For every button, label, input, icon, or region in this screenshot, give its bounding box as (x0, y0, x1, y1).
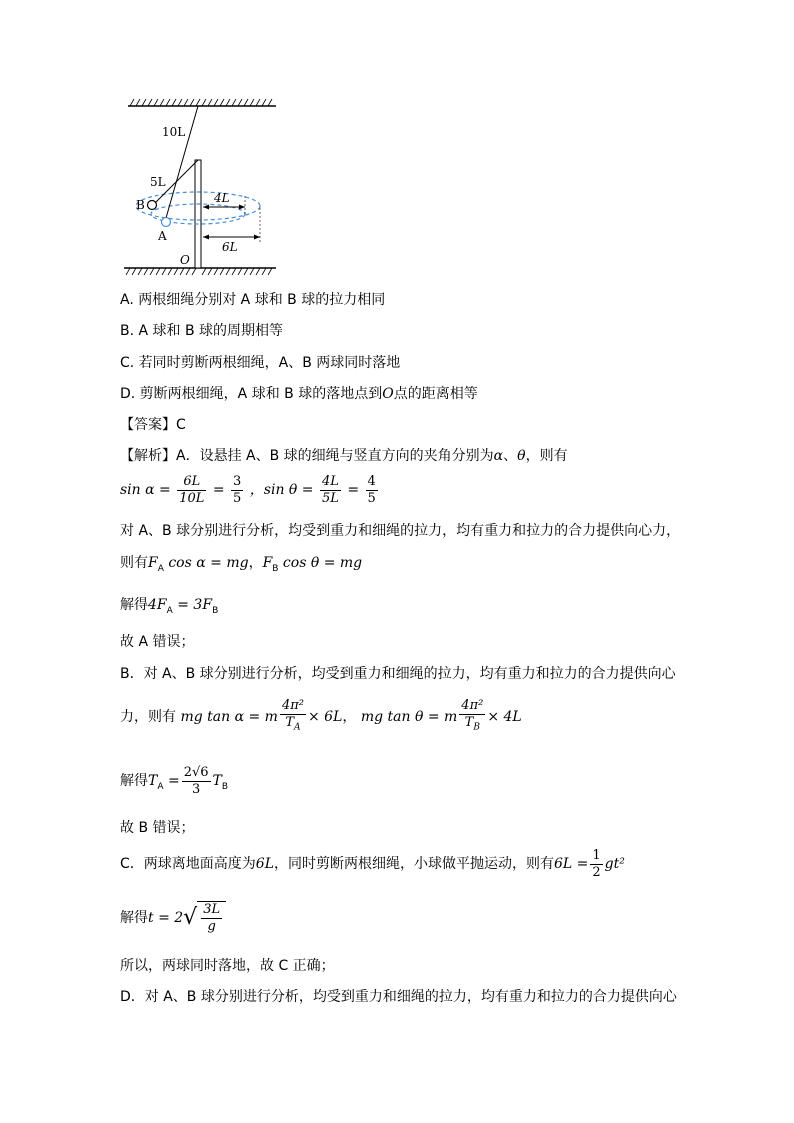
l8-frac-den: 3 (191, 781, 201, 797)
l8-T2: T (212, 773, 222, 789)
l3-mid: ， (248, 555, 263, 571)
label-10L: 10L (162, 125, 186, 139)
option-d-O: O (382, 386, 394, 402)
l8-sub-b: B (221, 781, 229, 792)
answer-line (120, 415, 186, 435)
eq1-sin-theta: ，sin θ = (249, 482, 314, 498)
l11-frac-den: g (207, 919, 216, 934)
l8-pre: 解得 (120, 773, 148, 789)
eq1-frac3-num: 4L (321, 473, 339, 489)
l3-F: F (148, 555, 158, 571)
l4-eq-mid: = 3F (172, 597, 213, 613)
l8-eq: = (163, 773, 180, 789)
l3-pre: 则有 (120, 555, 148, 571)
l8-frac-num: 2√6 (183, 764, 209, 780)
l11-eq: t = 2 (148, 910, 184, 926)
analysis-text-1-end: ，则有 (525, 448, 568, 464)
label-O: O (180, 253, 190, 267)
equation-5: 解得t = 2√ $\frac{3L}{g}$ (120, 896, 226, 940)
label-B: B (136, 198, 145, 212)
option-b: B. A 球和 B 球的周期相等 (120, 323, 284, 339)
label-4L: 4L (214, 191, 230, 205)
l7-frac2 (459, 698, 485, 736)
option-d-post: 点的距离相等 (393, 386, 478, 402)
separator: 、 (503, 448, 518, 464)
answer-value: C (176, 417, 186, 433)
l7-frac1-num: 4π² (281, 698, 304, 714)
l3-eq2: cos θ = mg (278, 555, 363, 571)
analysis-text-1: A．设悬挂 A、B 球的细绳与竖直方向的夹角分别为 (176, 448, 494, 464)
l8-T: T (148, 773, 158, 789)
l3-sub-b: B (272, 563, 279, 574)
analysis-line-2: 对 A、B 球分别进行分析，均受到重力和细绳的拉力，均有重力和拉力的合力提供向心力， (120, 523, 681, 539)
eq1-frac1-num: 6L (177, 474, 206, 491)
l10-eq2: gt² (604, 856, 625, 872)
analysis-line-1 (120, 446, 568, 466)
l7-eq1b: × 6L (307, 709, 343, 725)
l3-F2: F (262, 555, 273, 571)
equation-4 (120, 844, 625, 884)
l7-frac1-den: T (285, 715, 295, 731)
option-a: A. 两根细绳分别对 A 球和 B 球的拉力相同 (120, 292, 386, 308)
equation-2 (120, 694, 522, 740)
analysis-line-5: 故 A 错误； (120, 634, 195, 650)
l7-eq2a: mg tan θ = m (360, 709, 458, 725)
physics-figure (118, 96, 288, 278)
l8-sub-a: A (157, 781, 164, 792)
equation-1: sin α = $\frac{6L}{10L}$ = $\frac{3}{5}$ ，sin θ = $\frac{4L}{5L}$ = $\frac{4}{5}$ (120, 473, 376, 506)
l7-frac1-sub: A (294, 722, 301, 733)
eq1-frac2-den: 5 (233, 490, 242, 506)
eq1-frac2 (231, 474, 243, 507)
option-d-pre: D. 剪断两根细绳，A 球和 B 球的落地点到 (120, 386, 383, 402)
l7-eq1a: mg tan α = m (180, 709, 278, 725)
label-A: A (158, 229, 167, 243)
option-d (120, 384, 478, 404)
l10-eq: 6L = (554, 856, 589, 872)
analysis-label: 【解析】 (120, 448, 176, 464)
l8-frac (182, 765, 211, 798)
label-5L: 5L (150, 175, 166, 189)
analysis-line-12: 所以，两球同时落地，故 C 正确； (120, 958, 335, 974)
l4-sub-b: B (212, 605, 219, 616)
l7-eq2b: × 4L (487, 709, 522, 725)
l7-pre: 力，则有 (120, 709, 176, 725)
eq1-frac2-num: 3 (233, 473, 242, 489)
eq1-frac4-den: 5 (367, 490, 376, 506)
l7-frac1 (280, 698, 306, 736)
eq1-frac3-den: 5L (321, 490, 339, 506)
l10-frac-den: 2 (592, 864, 601, 880)
l10-h: 6L (255, 856, 274, 872)
l11-frac (201, 902, 222, 935)
alpha-symbol: α (493, 448, 504, 464)
theta-symbol: θ (517, 448, 526, 464)
l3-eq1: cos α = mg (163, 555, 249, 571)
eq1-sin-alpha: sin α = (120, 482, 171, 498)
l7-frac2-num: 4π² (461, 698, 484, 714)
analysis-line-13: D．对 A、B 球分别进行分析，均受到重力和细绳的拉力，均有重力和拉力的合力提供向心 (120, 989, 677, 1005)
l7-frac2-den: T (464, 715, 474, 731)
label-6L: 6L (222, 240, 238, 254)
l4-sub-a: A (166, 605, 173, 616)
eq1-frac3 (320, 474, 341, 507)
eq1-frac1 (177, 474, 206, 507)
answer-label: 【答案】 (120, 417, 176, 433)
l10-frac (590, 848, 602, 881)
l4-eq: 4F (148, 597, 167, 613)
l10-mid: ，同时剪断两根细绳，小球做平抛运动，则有 (274, 856, 554, 872)
analysis-line-4 (120, 595, 218, 621)
l3-sub-a: A (157, 563, 164, 574)
analysis-line-6: B．对 A、B 球分别进行分析，均受到重力和细绳的拉力，均有重力和拉力的合力提供向心 (120, 666, 676, 682)
l10-frac-num: 1 (592, 847, 601, 863)
analysis-line-3 (120, 553, 362, 579)
l11-frac-num: 3L (203, 902, 221, 917)
l10-pre: C．两球离地面高度为 (120, 856, 256, 872)
eq1-frac4 (366, 474, 378, 507)
l4-pre: 解得 (120, 597, 148, 613)
l7-frac2-sub: B (473, 722, 480, 733)
l7-mid: ， (342, 709, 357, 725)
l11-pre: 解得 (120, 910, 148, 926)
equation-3 (120, 760, 228, 808)
option-c: C. 若同时剪断两根细绳，A、B 两球同时落地 (120, 355, 401, 371)
eq1-frac4-num: 4 (367, 473, 376, 489)
eq1-frac1-den: 10L (179, 490, 205, 506)
analysis-line-9: 故 B 错误； (120, 820, 195, 836)
